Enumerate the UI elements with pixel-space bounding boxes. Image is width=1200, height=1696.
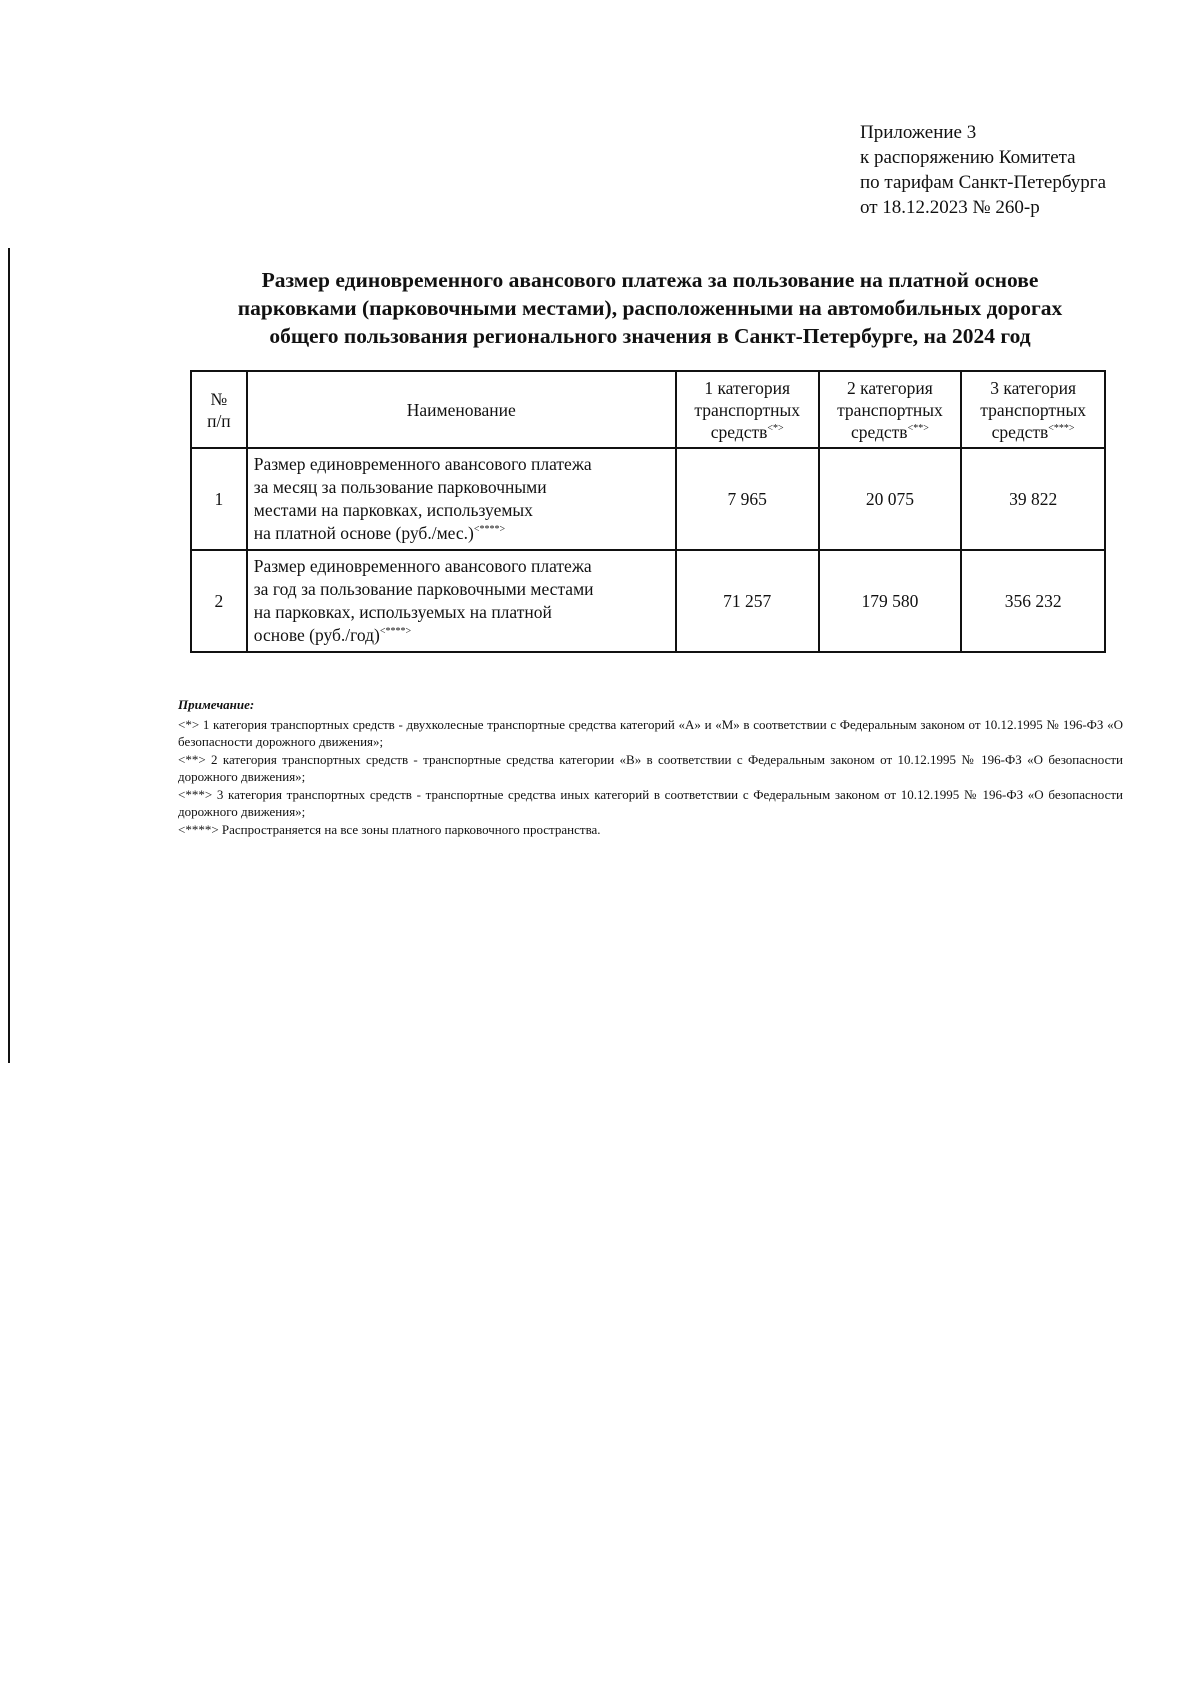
footnote-ref: <*> xyxy=(767,422,784,434)
row-cat3-value: 356 232 xyxy=(961,550,1105,652)
notes-section xyxy=(178,696,1123,838)
header-cat2: 2 категория транспортных средств<**> xyxy=(819,371,962,448)
appendix-line: к распоряжению Комитета xyxy=(860,147,1076,168)
title-line: общего пользования регионального значения в Санкт-Петербурге, на 2024 год xyxy=(269,324,1031,348)
header-name: Наименование xyxy=(247,371,676,448)
appendix-line: Приложение 3 xyxy=(860,122,977,143)
document-title xyxy=(175,266,1125,350)
row-name: Размер единовременного авансового платежа за месяц за пользование парковочными местами на парковках, используемых на платной основе (руб./мес.)<****> xyxy=(247,448,676,550)
header-cat3: 3 категория транспортных средств<***> xyxy=(961,371,1105,448)
footnote: <***> 3 категория транспортных средств - транспортные средства иных категорий в соответствии с Федеральным законом от 10.12.1995 № 196-ФЗ «О безопасности дорожного движения»; xyxy=(178,786,1123,819)
tariff-table xyxy=(190,370,1106,653)
row-cat3-value: 39 822 xyxy=(961,448,1105,550)
appendix-line: по тарифам Санкт-Петербурга xyxy=(860,172,1107,193)
title-line: парковками (парковочными местами), расположенными на автомобильных дорогах xyxy=(237,296,1063,320)
table-row xyxy=(191,448,1105,550)
footnote: <****> Распространяется на все зоны платного парковочного пространства. xyxy=(178,821,601,837)
appendix-line: от 18.12.2023 № 260-р xyxy=(860,197,1040,218)
row-cat2-value: 179 580 xyxy=(819,550,962,652)
header-cat1: 1 категория транспортных средств<*> xyxy=(676,371,819,448)
header-num: № п/п xyxy=(191,371,247,448)
row-name: Размер единовременного авансового платежа за год за пользование парковочными местами на парковках, используемых на платной основе (руб./год)<****> xyxy=(247,550,676,652)
row-cat1-value: 7 965 xyxy=(676,448,819,550)
footnote: <*> 1 категория транспортных средств - двухколесные транспортные средства категорий «А» и «М» в соответствии с Федеральным законом от 10.12.1995 № 196-ФЗ «О безопасности дорожного движения»; xyxy=(178,716,1123,749)
title-line: Размер единовременного авансового платежа за пользование на платной основе xyxy=(261,268,1039,292)
table-row xyxy=(191,550,1105,652)
footnote-ref: <****> xyxy=(473,524,506,535)
row-num: 2 xyxy=(191,550,247,652)
footnote-ref: <****> xyxy=(379,626,412,637)
appendix-header xyxy=(860,120,1106,220)
left-margin-line xyxy=(8,248,10,1063)
row-cat1-value: 71 257 xyxy=(676,550,819,652)
footnote-ref: <**> xyxy=(907,422,929,434)
row-cat2-value: 20 075 xyxy=(819,448,962,550)
footnote: <**> 2 категория транспортных средств - транспортные средства категории «В» в соответствии с Федеральным законом от 10.12.1995 № 196-ФЗ «О безопасности дорожного движения»; xyxy=(178,751,1123,784)
footnote-ref: <***> xyxy=(1048,422,1075,434)
table-header-row xyxy=(191,371,1105,448)
row-num: 1 xyxy=(191,448,247,550)
notes-title: Примечание: xyxy=(178,697,255,712)
